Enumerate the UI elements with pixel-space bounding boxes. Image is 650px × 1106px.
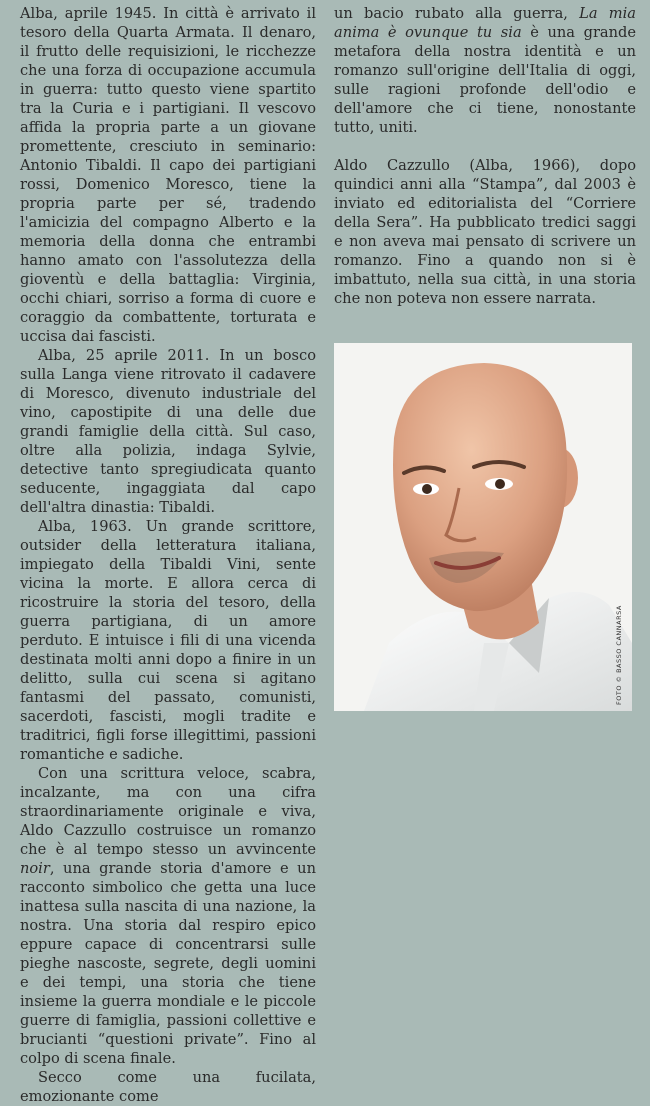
paragraph-1963: Alba, 1963. Un grande scrittore, outsider della letteratura italiana, impiegato della Tibaldi Vini, sente vicina la morte. E allora cerca di ricostruire la storia del tesoro, della guerra partigiana, di un amore perduto. E intuisce i fili di una vicenda destinata molti anni dopo a finire in un delitto, sulla cui scena si agitano fantasmi del passato, comunisti, sacerdoti, fascisti, mogli tradite e traditrici, figli forse illegittimi, passioni romantiche e sadiche. [20,518,316,763]
photo-credit: FOTO © BASSO CANNARSA [615,605,623,705]
left-column [20,4,316,1106]
paragraph-closing-start: Secco come una fucilata, emozionante come [20,1069,316,1105]
noir-word: noir [20,860,50,877]
paragraph-style-text-b: , una grande storia d'amore e un racconto simbolico che getta una luce inattesa sulla nascita di una nazione, la nostra. Una storia dal respiro epico eppure capace di concentrarsi sulle pieghe nascoste, segrete, degli uomini e dei tempi, una storia che tiene insieme la guerra mondiale e le piccole guerre di famiglia, passioni collettive e brucianti “questioni private”. Fino al colpo di scena finale. [20,860,316,1067]
author-bio: Aldo Cazzullo (Alba, 1966), dopo quindici anni alla “Stampa”, dal 2003 è inviato ed editorialista del “Corriere della Sera”. Ha pubblicato tredici saggi e non aveva mai pensato di scrivere un romanzo. Fino a quando non si è imbattuto, nella sua città, in una storia che non poteva non essere narrata. [334,157,636,307]
book-title: La mia anima è ovunque tu sia [334,5,636,41]
closing-text-b: è una grande metafora della nostra identità e un romanzo sull'origine dell'Italia di oggi, sulle ragioni profonde dell'odio e dell'amore che ci tiene, nonostante tutto, uniti. [334,24,636,136]
paragraph-closing-end [334,4,636,137]
paragraph-2011: Alba, 25 aprile 2011. In un bosco sulla Langa viene ritrovato il cadavere di Moresco, divenuto industriale del vino, capostipite di una delle due grandi famiglie della città. Sul caso, oltre alla polizia, indaga Sylvie, detective tanto spregiudicata quanto seducente, ingaggiata dal capo dell'altra dinastia: Tibaldi. [20,347,316,516]
author-portrait-illustration [334,343,632,711]
paragraph-style [20,764,316,1068]
paragraph-1945: Alba, aprile 1945. In città è arrivato il tesoro della Quarta Armata. Il denaro, il frutto delle requisizioni, le ricchezze che una forza di occupazione accumula in guerra: tutto questo viene spartito tra la Curia e i partigiani. Il vescovo affida la propria parte a un giovane promettente, cresciuto in seminario: Antonio Tibaldi. Il capo dei partigiani rossi, Domenico Moresco, tiene la propria parte per sé, tradendo l'amicizia del compagno Alberto e la memoria della donna che entrambi hanno amato con l'assolutezza della gioventù e della battaglia: Virginia, occhi chiari, sorriso a forma di cuore e coraggio da combattente, torturata e uccisa dai fascisti. [20,5,316,345]
right-column [334,4,636,308]
closing-text-a: un bacio rubato alla guerra, [334,5,580,22]
author-photo [334,343,632,711]
paragraph-style-text-a: Con una scrittura veloce, scabra, incalzante, ma con una cifra straordinariamente originale e viva, Aldo Cazzullo costruisce un romanzo che è al tempo stesso un avvincente [20,765,316,858]
